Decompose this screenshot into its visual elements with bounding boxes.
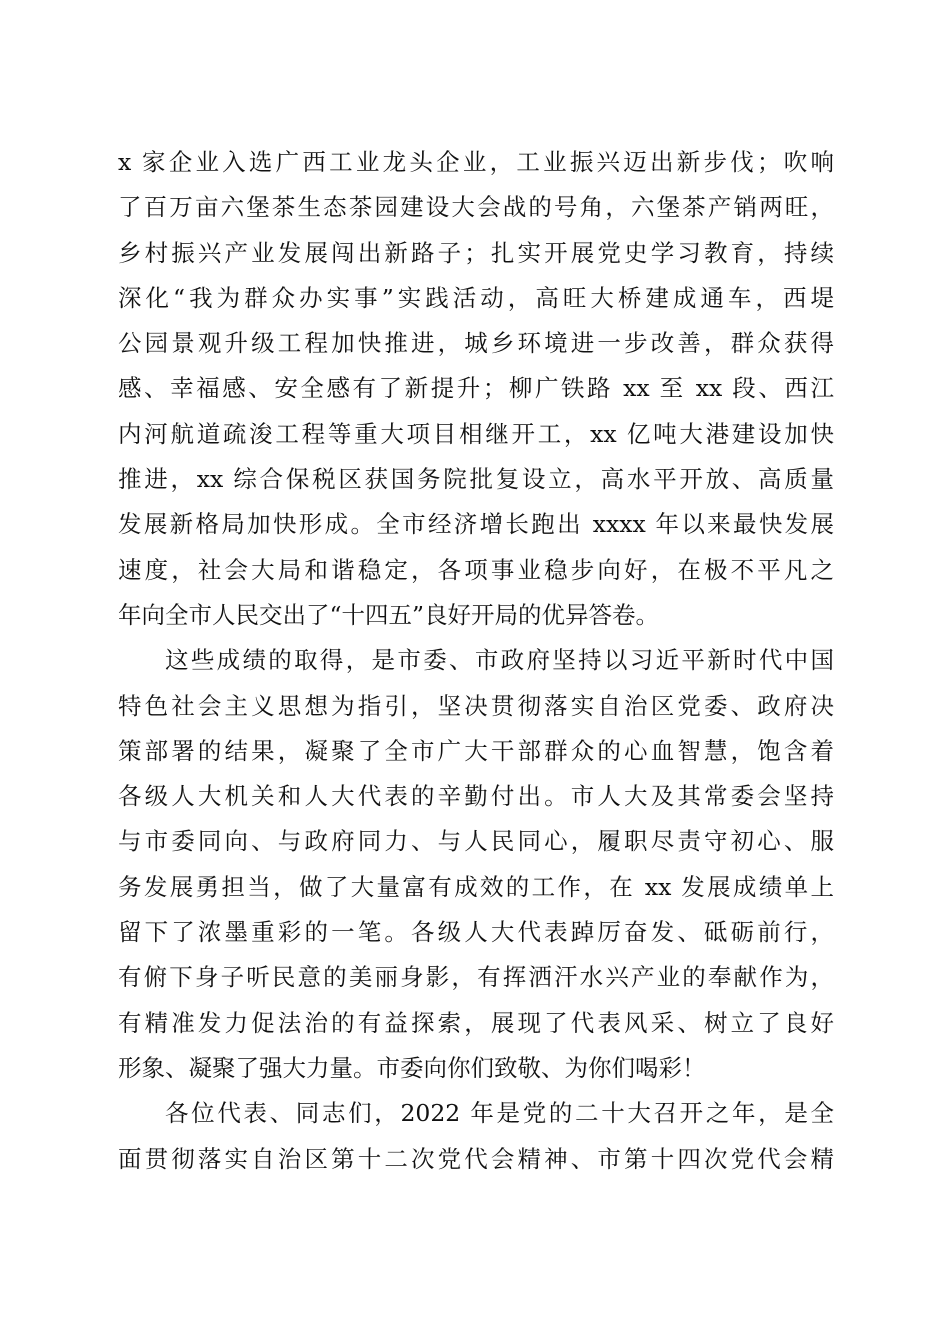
text-line: 有精准发力促法治的有益探索，展现了代表风采、树立了良好 <box>118 1008 834 1037</box>
text-line: 形象、凝聚了强大力量。市委向你们致敬、为你们喝彩！ <box>118 1053 706 1082</box>
paragraph-achievements <box>118 140 834 638</box>
text-line: 留下了浓墨重彩的一笔。各级人大代表踔厉奋发、砥砺前行， <box>118 918 834 947</box>
text-line: 有俯下身子听民意的美丽身影，有挥洒汗水兴产业的奉献作为， <box>118 963 834 992</box>
text-line: 感、幸福感、安全感有了新提升；柳广铁路 xx 至 xx 段、西江 <box>118 374 834 403</box>
text-line: 面贯彻落实自治区第十二次党代会精神、市第十四次党代会精 <box>118 1144 834 1173</box>
text-line: 了百万亩六堡茶生态茶园建设大会战的号角，六堡茶产销两旺， <box>118 193 834 222</box>
document-body <box>118 140 834 1182</box>
text-line: x 家企业入选广西工业龙头企业，工业振兴迈出新步伐；吹响 <box>118 148 834 176</box>
text-line: 速度，社会大局和谐稳定，各项事业稳步向好，在极不平凡之 <box>118 555 834 584</box>
text-line: 公园景观升级工程加快推进，城乡环境进一步改善，群众获得 <box>118 329 834 358</box>
text-line: 特色社会主义思想为指引，坚决贯彻落实自治区党委、政府决 <box>118 691 834 720</box>
text-line: 乡村振兴产业发展闯出新路子；扎实开展党史学习教育，持续 <box>118 238 834 267</box>
text-line: 各位代表、同志们，2022 年是党的二十大召开之年，是全 <box>165 1099 834 1128</box>
text-line: 内河航道疏浚工程等重大项目相继开工，xx 亿吨大港建设加快 <box>118 419 834 448</box>
text-line: 推进，xx 综合保税区获国务院批复设立，高水平开放、高质量 <box>118 465 834 494</box>
paragraph-credits <box>118 638 834 1091</box>
text-line: 与市委同向、与政府同力、与人民同心，履职尽责守初心、服 <box>118 827 834 856</box>
text-line: 各级人大机关和人大代表的辛勤付出。市人大及其常委会坚持 <box>118 782 834 811</box>
paragraph-2022 <box>118 1091 834 1182</box>
text-line: 策部署的结果，凝聚了全市广大干部群众的心血智慧，饱含着 <box>118 736 834 765</box>
text-line: 年向全市人民交出了“十四五”良好开局的优异答卷。 <box>118 600 660 629</box>
text-line: 深化“我为群众办实事”实践活动，高旺大桥建成通车，西堤 <box>118 283 834 312</box>
text-line: 这些成绩的取得，是市委、市政府坚持以习近平新时代中国 <box>165 646 834 675</box>
text-line: 务发展勇担当，做了大量富有成效的工作，在 xx 发展成绩单上 <box>118 872 834 901</box>
text-line: 发展新格局加快形成。全市经济增长跑出 xxxx 年以来最快发展 <box>118 510 834 539</box>
